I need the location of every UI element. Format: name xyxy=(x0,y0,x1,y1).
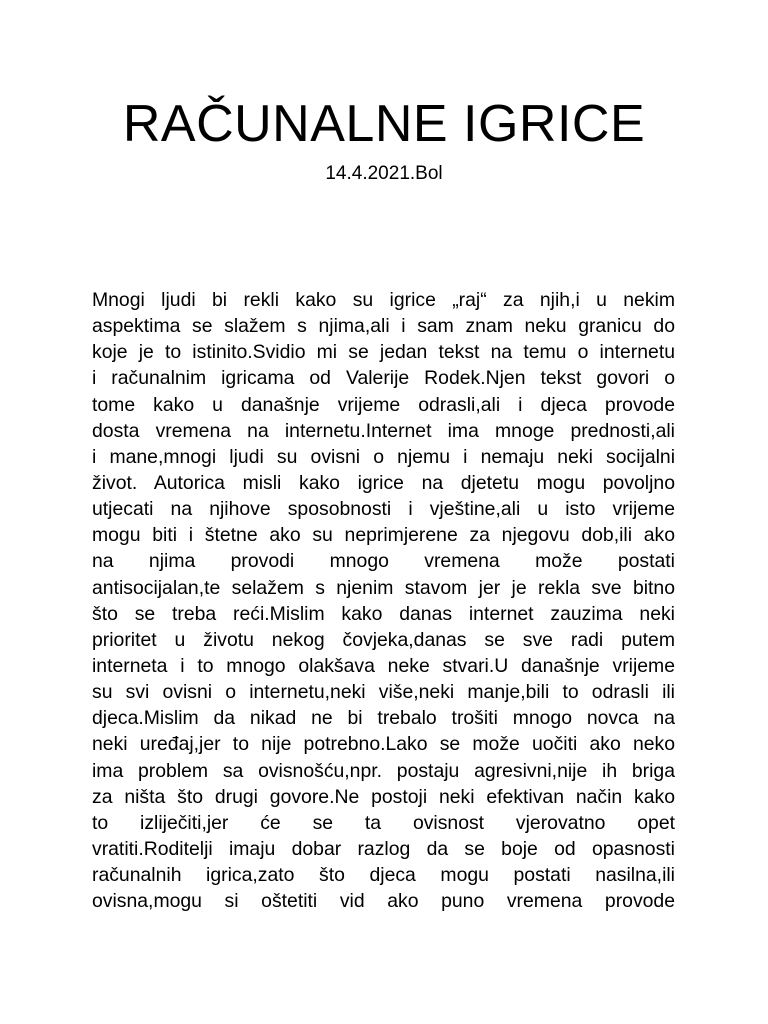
text-line: antisocijalan,te selažem s njenim stavom jer je rekla sve bitno xyxy=(92,576,675,599)
text-line: djeca.Mislim da nikad ne bi trebalo trošiti mnogo novca na xyxy=(92,707,675,730)
text-line: dosta vremena na internetu.Internet ima mnoge prednosti,ali xyxy=(92,419,675,442)
text-line: život. Autorica misli kako igrice na djetetu mogu povoljno xyxy=(92,471,675,494)
document-title: RAČUNALNE IGRICE xyxy=(122,95,646,153)
text-line: i računalnim igricama od Valerije Rodek.Njen tekst govori o xyxy=(92,367,675,390)
text-line: ima problem sa ovisnošću,npr. postaju agresivni,nije ih briga xyxy=(92,759,675,782)
text-line: neki uređaj,jer to nije potrebno.Lako se može uočiti ako neko xyxy=(92,733,675,756)
text-line: vratiti.Roditelji imaju dobar razlog da se boje od opasnosti xyxy=(92,837,675,860)
text-line: ovisna,mogu si oštetiti vid ako puno vremena provode xyxy=(92,890,675,913)
text-line: to izliječiti,jer će se ta ovisnost vjerovatno opet xyxy=(92,811,675,834)
document-date: 14.4.2021.Bol xyxy=(325,163,443,184)
text-line: što se treba reći.Mislim kako danas internet zauzima neki xyxy=(92,602,675,625)
text-line: prioritet u životu nekog čovjeka,danas se sve radi putem xyxy=(92,628,675,651)
body-text xyxy=(92,287,675,914)
text-line: i mane,mnogi ljudi su ovisni o njemu i nemaju neki socijalni xyxy=(92,445,675,468)
text-line: na njima provodi mnogo vremena može postati xyxy=(92,550,675,573)
text-line: aspektima se slažem s njima,ali i sam znam neku granicu do xyxy=(92,315,675,338)
text-line: utjecati na njihove sposobnosti i vještine,ali u isto vrijeme xyxy=(92,498,675,521)
text-line: su svi ovisni o internetu,neki više,neki manje,bili to odrasli ili xyxy=(92,681,675,704)
text-line: računalnih igrica,zato što djeca mogu postati nasilna,ili xyxy=(92,864,675,887)
text-line: interneta i to mnogo olakšava neke stvari.U današnje vrijeme xyxy=(92,654,675,677)
text-line: za ništa što drugi govore.Ne postoji neki efektivan način kako xyxy=(92,785,675,808)
text-line: mogu biti i štetne ako su neprimjerene za njegovu dob,ili ako xyxy=(92,524,675,547)
text-line: tome kako u današnje vrijeme odrasli,ali i djeca provode xyxy=(92,393,675,416)
text-line: koje je to istinito.Svidio mi se jedan tekst na temu o internetu xyxy=(92,341,675,364)
text-line: Mnogi ljudi bi rekli kako su igrice „raj“ za njih,i u nekim xyxy=(92,289,675,311)
